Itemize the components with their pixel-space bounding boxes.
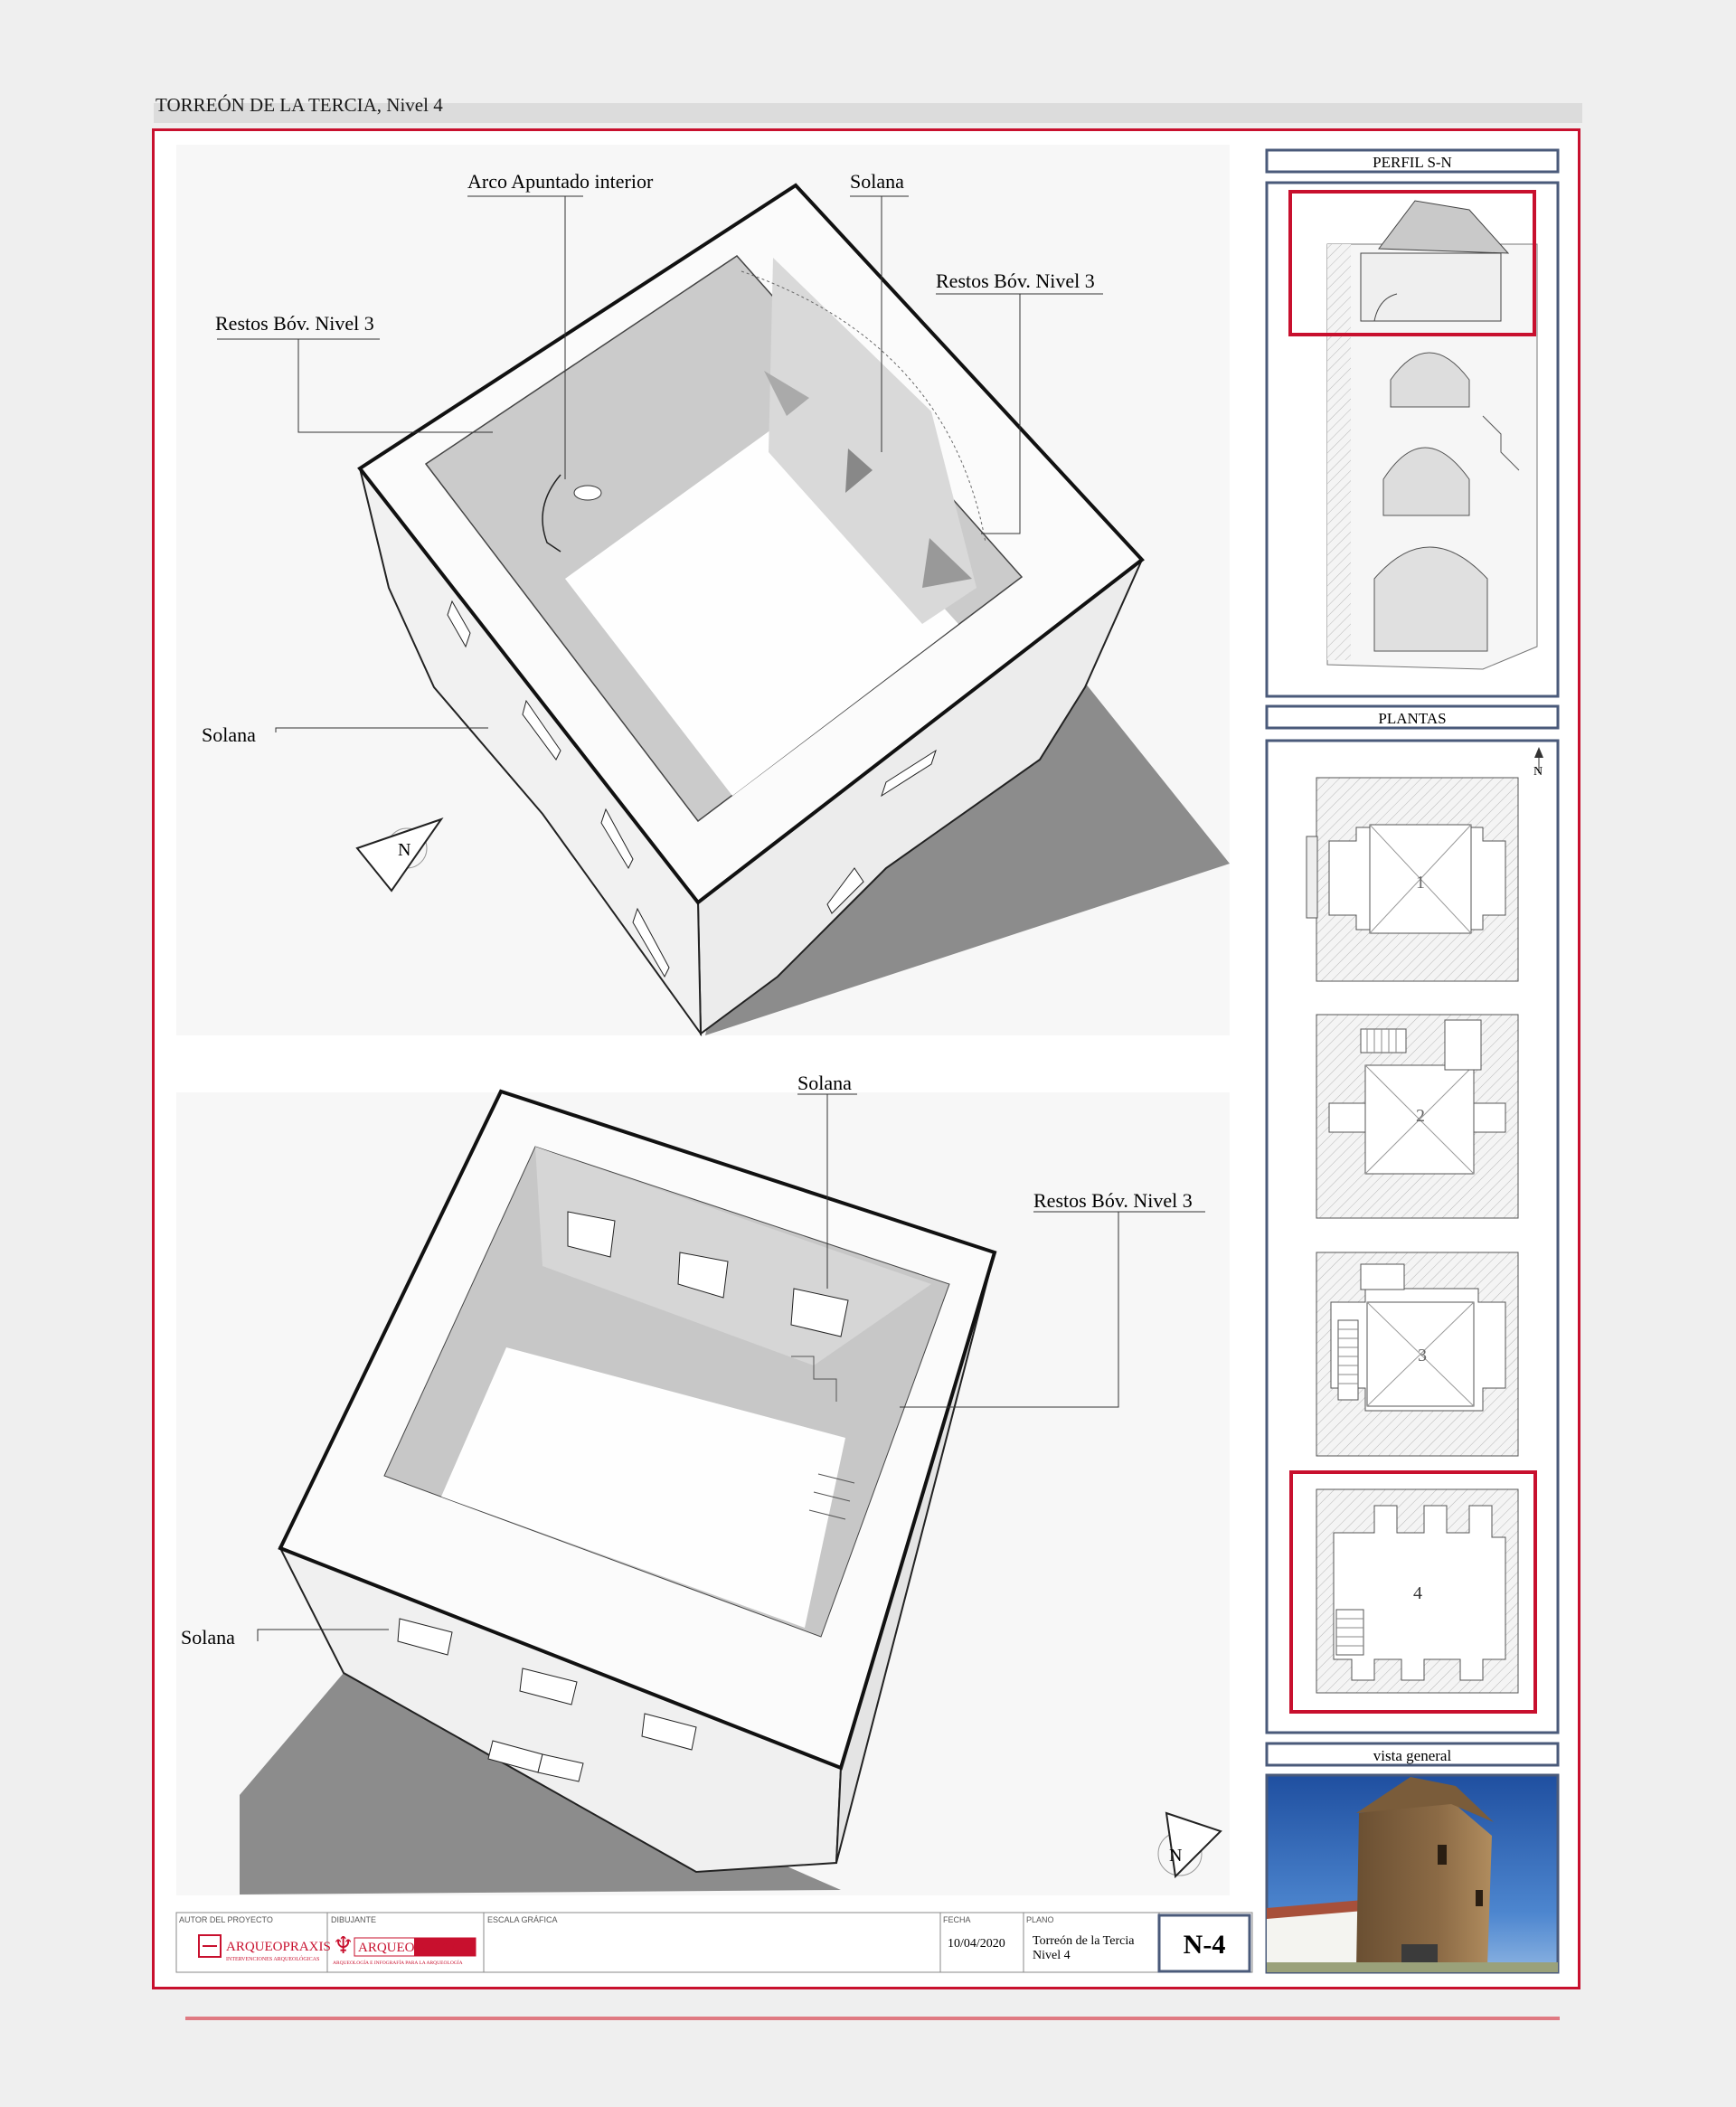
top-tower-view [176, 145, 1230, 1035]
dibujante-label: DIBUJANTE [331, 1915, 377, 1924]
plan-2-number: 2 [1416, 1106, 1425, 1126]
fecha-value: 10/04/2020 [948, 1937, 1005, 1951]
bottom-tower-view [176, 1072, 1230, 1895]
vista-general-photo [1267, 1775, 1558, 1972]
plan-1 [1307, 778, 1518, 981]
plan-3-number: 3 [1418, 1346, 1427, 1365]
arqueodigital-logo [333, 1932, 476, 1966]
plan-3 [1316, 1252, 1518, 1456]
plan-1-number: 1 [1416, 873, 1425, 893]
vista-title: vista general [1373, 1747, 1452, 1764]
plan-2 [1316, 1015, 1518, 1218]
fecha-label: FECHA [943, 1915, 971, 1924]
plan-4 [1316, 1489, 1518, 1693]
north-label-top: N [398, 840, 411, 860]
label-restos-left: Restos Bóv. Nivel 3 [215, 312, 374, 335]
arqueodigital-name: ARQUEODIGITAL [358, 1941, 469, 1955]
escala-label: ESCALA GRÁFICA [487, 1915, 558, 1924]
arqueodigital-sub: ARQUEOLOGÍA E INFOGRAFÍA PARA LA ARQUEOLOGÍA [333, 1961, 463, 1966]
sheet-title: TORREÓN DE LA TERCIA, Nivel 4 [156, 94, 443, 116]
side-panel [1267, 150, 1558, 1972]
north-label-bottom: N [1169, 1846, 1183, 1866]
title-block [176, 1913, 1252, 1972]
plantas-north-label: N [1533, 765, 1543, 779]
plano-line2: Nivel 4 [1033, 1949, 1071, 1962]
plan-4-number: 4 [1413, 1583, 1422, 1603]
label-solana-left: Solana [202, 723, 256, 746]
plano-line1: Torreón de la Tercia [1033, 1934, 1135, 1948]
autor-label: AUTOR DEL PROYECTO [179, 1915, 273, 1924]
arqueopraxis-sub: INTERVENCIONES ARQUEOLÓGICAS [226, 1957, 320, 1962]
label-solana-bottom-top: Solana [797, 1072, 852, 1094]
plano-label: PLANO [1026, 1915, 1054, 1924]
plano-number: N-4 [1183, 1930, 1226, 1960]
plantas-title: PLANTAS [1378, 710, 1447, 727]
perfil-title: PERFIL S-N [1373, 154, 1452, 171]
tower-section-drawing [1327, 201, 1537, 669]
label-restos-bottom-right: Restos Bóv. Nivel 3 [1033, 1189, 1193, 1212]
arqueopraxis-name: ARQUEOPRAXIS [226, 1940, 331, 1954]
label-arco-apuntado: Arco Apuntado interior [467, 170, 654, 193]
label-solana-bottom-left: Solana [181, 1626, 235, 1649]
svg-text:♆: ♆ [333, 1932, 354, 1959]
label-solana-top: Solana [850, 170, 904, 193]
label-restos-right: Restos Bóv. Nivel 3 [936, 269, 1095, 292]
